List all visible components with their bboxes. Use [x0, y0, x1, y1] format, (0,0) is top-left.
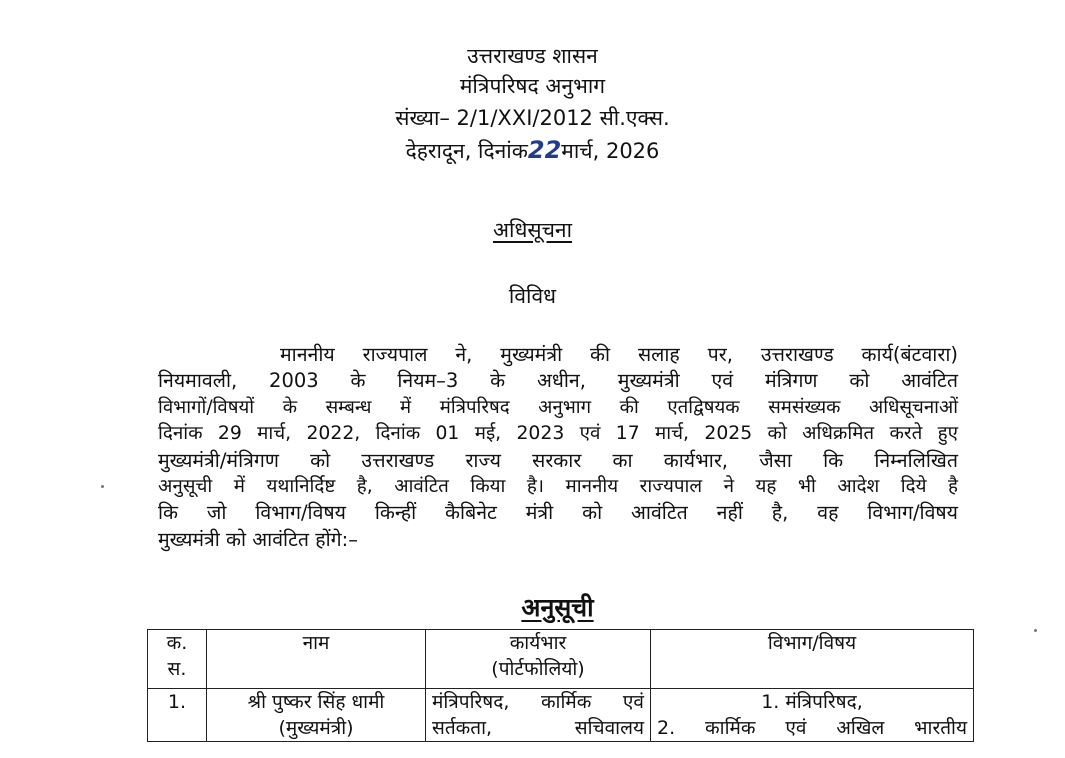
row-portfolio-line: मंत्रिपरिषद, कार्मिक एवं: [432, 691, 644, 713]
header-departments-text: विभाग/विषय: [767, 632, 857, 654]
government-name: उत्तराखण्ड शासन: [467, 44, 598, 68]
date-suffix: मार्च, 2026: [561, 139, 660, 163]
paragraph-line: मुख्यमंत्री को आवंटित होंगे:–: [158, 527, 358, 551]
subject-title: विविध: [508, 284, 557, 308]
reference-number: संख्या– 2/1/XXI/2012 सी.एक्स.: [395, 106, 670, 130]
header-serial: [148, 630, 207, 689]
table-header-row: [148, 630, 974, 689]
row-department-line: 2. कार्मिक एवं अखिल भारतीय: [657, 717, 967, 739]
header-serial-line: स.: [167, 658, 187, 680]
scan-speck: [1034, 629, 1037, 632]
header-portfolio: [426, 630, 651, 689]
paragraph-line: अनुसूची में यथानिर्दिष्ट है, आवंटित किया है। माननीय राज्यपाल ने यह भी आदेश दिये है: [158, 476, 958, 498]
paragraph-line: मुख्यमंत्री/मंत्रिगण को उत्तराखण्ड राज्य सरकार का कार्यभार, जैसा कि निम्नलिखित: [158, 448, 958, 472]
header-name: [207, 630, 426, 689]
row-name-line: (मुख्यमंत्री): [278, 717, 354, 739]
header-portfolio-line: कार्यभार: [509, 632, 567, 654]
paragraph-line: माननीय राज्यपाल ने, मुख्यमंत्री की सलाह पर, उत्तराखण्ड कार्य(बंटवारा): [280, 343, 958, 366]
date-day: 22: [527, 136, 562, 164]
row-name-line: श्री पुष्कर सिंह धामी: [247, 691, 385, 713]
paragraph-line: विभागों/विषयों के सम्बन्ध में मंत्रिपरिषद अनुभाग की एतद्विषयक समसंख्यक अधिसूचनाओं: [158, 396, 958, 418]
scan-speck: [101, 485, 104, 488]
row-department-line: 1. मंत्रिपरिषद,: [761, 691, 863, 713]
row-departments: [651, 689, 974, 742]
date-prefix: देहरादून, दिनांक: [405, 139, 528, 163]
section-name: मंत्रिपरिषद अनुभाग: [459, 74, 606, 98]
header-portfolio-line: (पोर्टफोलियो): [491, 658, 585, 680]
notification-paragraph: [158, 342, 958, 553]
paragraph-line: नियमावली, 2003 के नियम–3 के अधीन, मुख्यमंत्री एवं मंत्रिगण को आवंटित: [158, 369, 958, 393]
header-serial-line: क.: [166, 632, 188, 654]
schedule-title: [0, 592, 1065, 624]
table-row: [148, 689, 974, 742]
paragraph-line: कि जो विभाग/विषय किन्हीं कैबिनेट मंत्री को आवंटित नहीं है, वह विभाग/विषय: [158, 501, 958, 525]
schedule-table: [147, 629, 974, 742]
notification-title: [0, 216, 1065, 244]
row-portfolio-line: सर्तकता, सचिवालय: [432, 717, 644, 739]
schedule-title-text: अनुसूची: [521, 593, 594, 622]
place-date: [0, 136, 1065, 165]
row-portfolio: [426, 689, 651, 742]
row-serial: 1.: [148, 689, 207, 742]
paragraph-line: दिनांक 29 मार्च, 2022, दिनांक 01 मई, 2023 एवं 17 मार्च, 2025 को अधिक्रमित करते हुए: [158, 423, 958, 445]
header-name-text: नाम: [302, 632, 330, 654]
header-departments: [651, 630, 974, 689]
notification-title-text: अधिसूचना: [492, 218, 573, 242]
row-name: [207, 689, 426, 742]
